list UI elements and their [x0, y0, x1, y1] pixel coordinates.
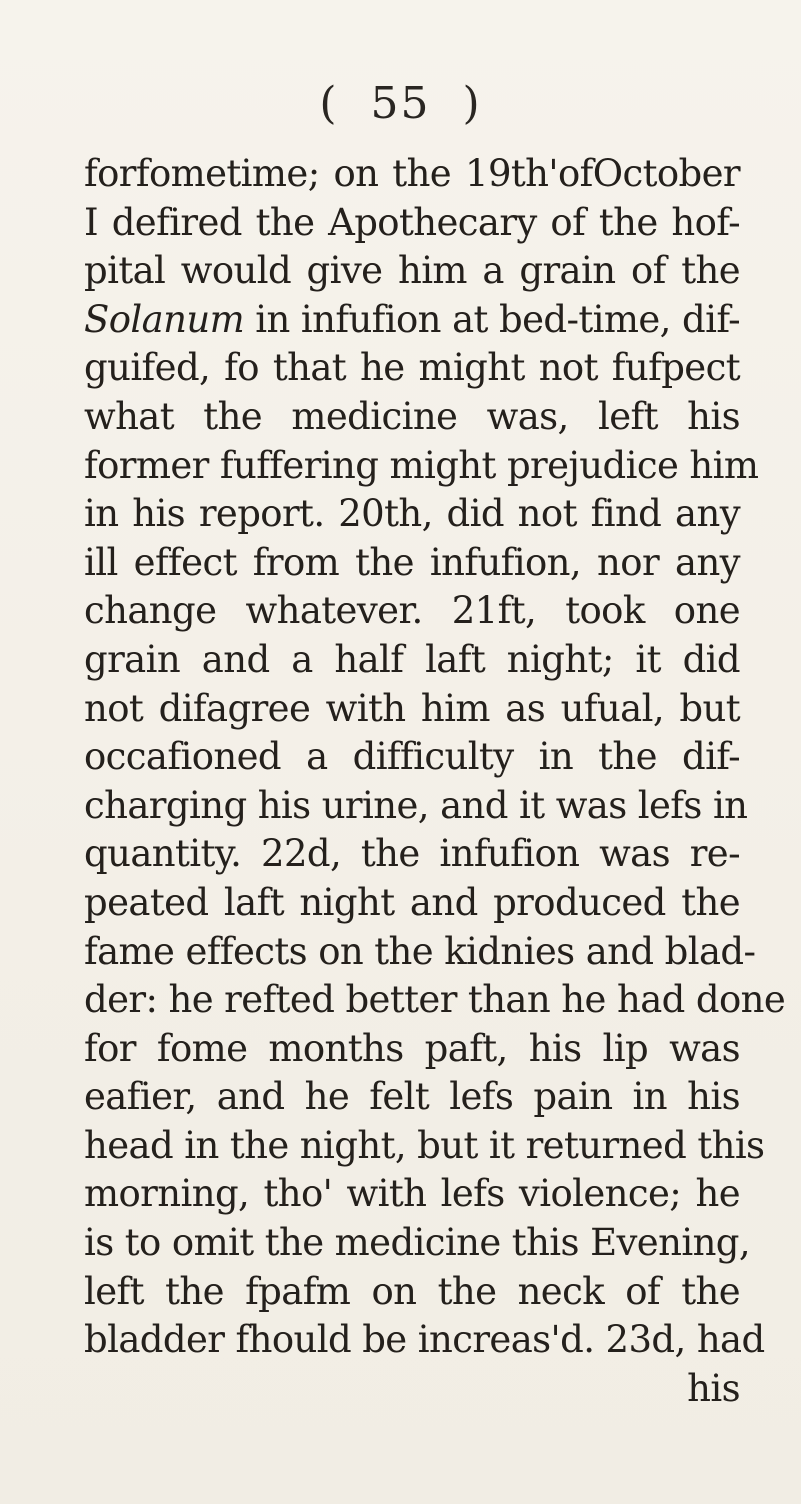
text-line-25: bladder fhould be increas'd. 23d, had — [84, 1318, 765, 1362]
text-line-3: pital would give him a grain of the — [84, 249, 740, 293]
text-line-19: for fome months paft, his lip was — [84, 1026, 740, 1070]
text-line-18: der: he refted better than he had done — [84, 978, 786, 1022]
text-line-4-rest: in infufion at bed-time, dif- — [255, 297, 740, 341]
text-line-21: head in the night, but it returned this — [84, 1123, 765, 1167]
text-line-24: left the fpafm on the neck of the — [84, 1269, 740, 1313]
body-text — [84, 150, 786, 1413]
text-line-22: morning, tho' with lefs violence; he — [84, 1172, 740, 1216]
text-line-14: charging his urine, and it was lefs in — [84, 783, 748, 827]
text-line-20: eafier, and he felt lefs pain in his — [84, 1075, 740, 1119]
text-line-16: peated laft night and produced the — [84, 880, 740, 924]
page-number: 55 — [370, 78, 431, 129]
text-line-6: what the medicine was, left his — [84, 394, 740, 438]
text-line-8: in his report. 20th, did not find any — [84, 492, 740, 536]
text-line-5: guifed, fo that he might not fufpect — [84, 346, 740, 390]
text-line-2: I defired the Apothecary of the hof- — [84, 200, 740, 244]
page-header — [0, 78, 801, 129]
text-line-10: change whatever. 21ft, took one — [84, 589, 740, 633]
text-line-23: is to omit the medicine this Evening, — [84, 1221, 751, 1265]
italic-term-solanum: Solanum — [84, 297, 245, 341]
text-line-17: fame effects on the kidnies and blad- — [84, 929, 756, 973]
text-line-15: quantity. 22d, the infufion was re- — [84, 832, 740, 876]
header-open-paren: ( — [319, 78, 339, 129]
catchword: his — [687, 1366, 740, 1410]
text-line-4 — [84, 296, 740, 345]
text-line-13: occafioned a difficulty in the dif- — [84, 735, 740, 779]
text-line-11: grain and a half laft night; it did — [84, 637, 740, 681]
text-line-7: former fuffering might prejudice him — [84, 443, 759, 487]
header-close-paren: ) — [462, 78, 482, 129]
text-line-12: not difagree with him as ufual, but — [84, 686, 740, 730]
text-line-9: ill effect from the infufion, nor any — [84, 540, 740, 584]
text-line-1: forfometime; on the 19th'ofOctober — [84, 152, 740, 195]
